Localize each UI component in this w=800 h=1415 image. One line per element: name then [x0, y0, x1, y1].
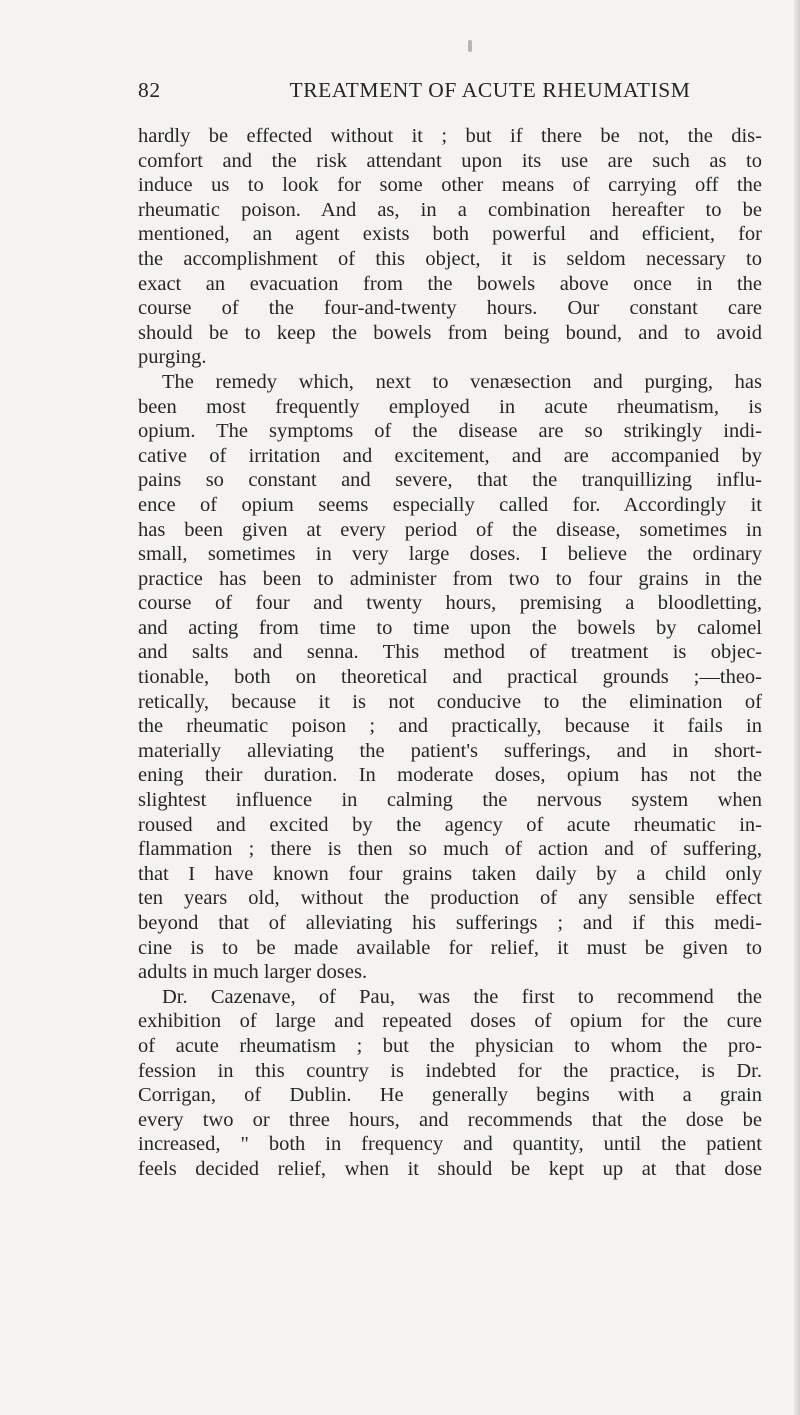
text-line: pains so constant and severe, that the tranquillizing influ-: [138, 469, 762, 492]
text-line: rheumatic poison. And as, in a combination hereafter to be: [138, 198, 762, 221]
text-line: has been given at every period of the disease, sometimes in: [138, 518, 762, 541]
text-line: course of the four-and-twenty hours. Our constant care: [138, 297, 762, 320]
text-line: ence of opium seems especially called for. Accordingly it: [138, 493, 762, 516]
text-line: increased, " both in frequency and quantity, until the patient: [138, 1133, 762, 1156]
text-line: exhibition of large and repeated doses of opium for the cure: [138, 1010, 762, 1033]
text-line: practice has been to administer from two to four grains in the: [138, 567, 762, 590]
text-line: course of four and twenty hours, premising a bloodletting,: [138, 592, 762, 615]
text-line: and acting from time to time upon the bowels by calomel: [138, 616, 762, 639]
text-line: of acute rheumatism ; but the physician to whom the pro-: [138, 1034, 762, 1057]
text-line: mentioned, an agent exists both powerful and efficient, for: [138, 223, 762, 246]
body-text: [138, 124, 762, 1182]
text-line: tionable, both on theoretical and practical grounds ;—theo-: [138, 666, 762, 689]
text-line: exact an evacuation from the bowels above once in the: [138, 272, 762, 295]
text-line: slightest influence in calming the nervous system when: [138, 789, 762, 812]
page-number: 82: [138, 78, 161, 102]
text-line: roused and excited by the agency of acute rheumatic in-: [138, 813, 762, 836]
page-edge-shadow: [794, 0, 800, 1415]
text-line: cative of irritation and excitement, and are accompanied by: [138, 444, 762, 467]
text-line: flammation ; there is then so much of action and of suffering,: [138, 838, 762, 861]
text-line: purging.: [138, 346, 207, 369]
text-line: should be to keep the bowels from being bound, and to avoid: [138, 321, 762, 344]
text-line: adults in much larger doses.: [138, 961, 368, 984]
text-line: Corrigan, of Dublin. He generally begins with a grain: [138, 1084, 762, 1107]
text-line: the accomplishment of this object, it is seldom necessary to: [138, 247, 762, 270]
text-line: ening their duration. In moderate doses, opium has not the: [138, 764, 762, 787]
text-line: and salts and senna. This method of treatment is objec-: [138, 641, 762, 664]
text-line: induce us to look for some other means of carrying off the: [138, 174, 762, 197]
running-header: [138, 78, 762, 108]
text-line: been most frequently employed in acute rheumatism, is: [138, 395, 762, 418]
ink-speck: [468, 40, 472, 52]
text-line: feels decided relief, when it should be kept up at that dose: [138, 1157, 762, 1180]
text-line: cine is to be made available for relief, it must be given to: [138, 936, 762, 959]
paragraph-first-line: The remedy which, next to venæsection and purging, has: [162, 370, 762, 393]
running-title: TREATMENT OF ACUTE RHEUMATISM: [289, 78, 691, 102]
text-line: comfort and the risk attendant upon its use are such as to: [138, 149, 762, 172]
text-line: small, sometimes in very large doses. I believe the ordinary: [138, 543, 762, 566]
text-line: the rheumatic poison ; and practically, because it fails in: [138, 715, 762, 738]
text-line: materially alleviating the patient's sufferings, and in short-: [138, 739, 762, 762]
text-line: opium. The symptoms of the disease are so strikingly indi-: [138, 420, 762, 443]
text-line: beyond that of alleviating his sufferings ; and if this medi-: [138, 912, 762, 934]
text-line: ten years old, without the production of any sensible effect: [138, 887, 762, 910]
text-line: that I have known four grains taken daily by a child only: [138, 862, 762, 885]
text-line: every two or three hours, and recommends that the dose be: [138, 1108, 762, 1131]
text-line: fession in this country is indebted for the practice, is Dr.: [138, 1059, 762, 1082]
text-line: hardly be effected without it ; but if there be not, the dis-: [138, 125, 762, 147]
text-line: retically, because it is not conducive to the elimination of: [138, 690, 762, 713]
paragraph-first-line: Dr. Cazenave, of Pau, was the first to recommend the: [162, 985, 762, 1008]
